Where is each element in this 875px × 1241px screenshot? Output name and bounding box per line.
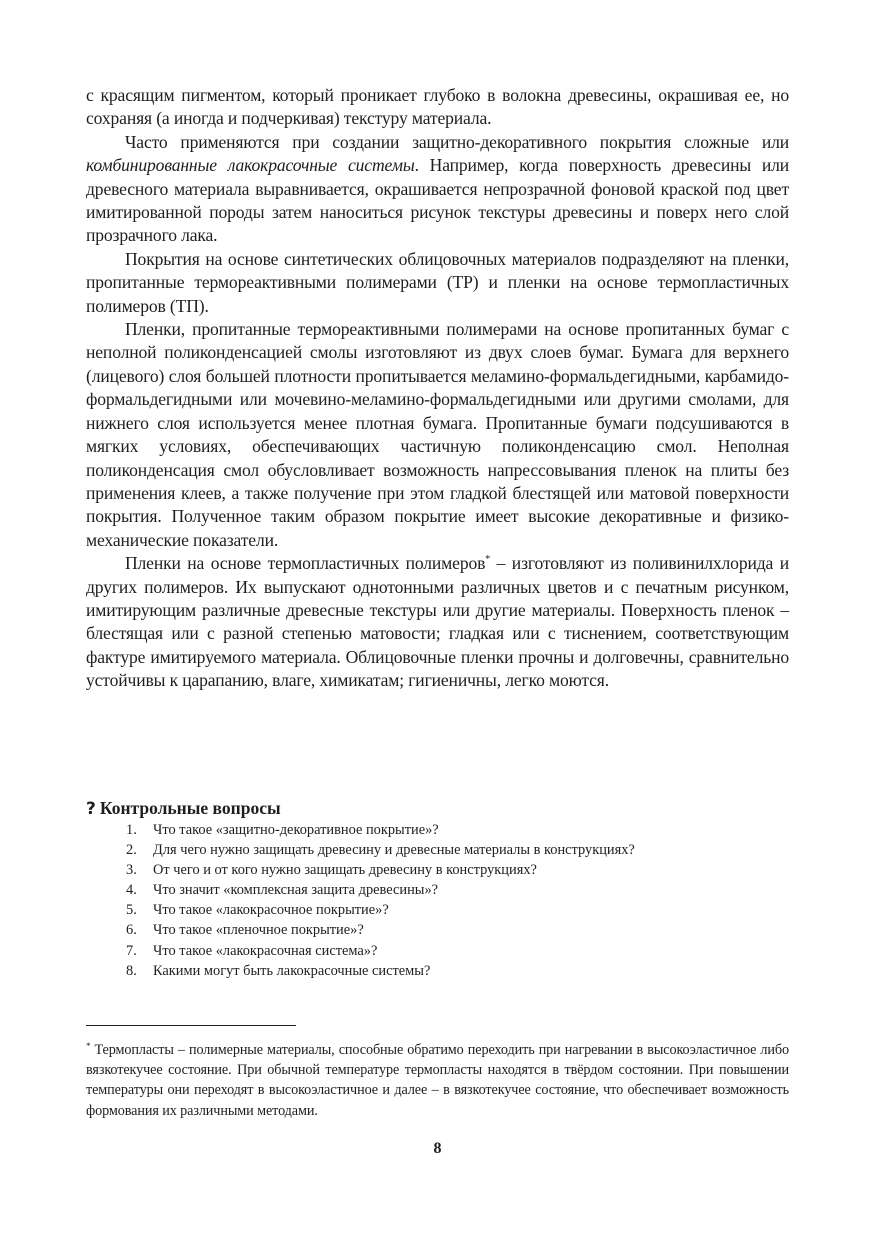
page-number: 8 — [433, 1140, 442, 1157]
paragraph-5-start: Пленки на основе термопластичных полимеров — [125, 553, 486, 574]
review-questions-section — [86, 797, 789, 981]
list-item-number: 1. — [126, 822, 137, 838]
list-item-text: Что такое «пленочное покрытие»? — [153, 922, 364, 939]
list-item-text: От чего и от кого нужно защищать древесину в конструкциях? — [153, 862, 537, 879]
paragraph-2 — [86, 131, 789, 248]
paragraph-3: Покрытия на основе синтетических облицовочных материалов подразделяют на пленки, пропитанные термореактивными полимерами (ТР) и пленки на основе термопластичных полимеров (ТП). — [86, 248, 789, 316]
list-item-text: Что такое «лакокрасочная система»? — [153, 942, 378, 959]
list-item-text: Для чего нужно защищать древесину и древесные материалы в конструкциях? — [153, 842, 635, 859]
list-item-text: Что такое «лакокрасочное покрытие»? — [153, 902, 389, 919]
paragraph-5 — [86, 552, 789, 692]
paragraph-2-start: Часто применяются при создании защитно-декоративного покрытия сложные или — [125, 131, 789, 152]
question-mark-icon: ? — [86, 799, 96, 819]
list-item-text: Что значит «комплексная защита древесины»? — [153, 882, 439, 899]
list-item-number: 8. — [126, 962, 137, 979]
questions-list — [86, 820, 789, 981]
paragraph-2-end: . Например, когда поверхность древесины или древесного материала выравнивается, окрашивается непрозрачной фоновой краской под цвет имитированной породы затем наноситься рисунок текстуры древесины и поверх него слой прозрачного лака. — [86, 155, 789, 246]
footnote-divider — [86, 1025, 296, 1026]
list-item — [126, 840, 789, 860]
list-item-number: 2. — [126, 842, 137, 859]
paragraph-5-end: – изготовляют из поливинилхлорида и других полимеров. Их выпускают однотонными различных цветов и с печатным рисунком, имитирующим различные древесные текстуры или другие материалы. Поверхность пленок – блестящая или с разной степенью матовости; гладкая или с тиснением, соответствующим фактуре имитируемого материала. Облицовочные пленки прочны и долговечны, сравнительно устойчивы к царапанию, влаге, химикатам; гигиеничны, легко моются. — [86, 553, 789, 691]
section-heading-title: Контрольные вопросы — [99, 798, 281, 818]
paragraph-2-emphasis: комбинированные лакокрасочные системы — [86, 155, 415, 176]
list-item — [126, 880, 789, 900]
list-item-text: Что такое «защитно-декоративное покрытие»? — [153, 822, 439, 838]
paragraph-4: Пленки, пропитанные термореактивными полимерами на основе пропитанных бумаг с неполной поликонденсацией смолы изготовляют из двух слоев бумаг. Бумага для верхнего (лицевого) слоя большей плотности пропитывается меламино-формальдегидными, карбамидо-формальдегидными или мочевино-меламино-формальдегидными или другими смолами, для нижнего слоя используется менее плотная бумага. Пропитанные бумаги подсушиваются в мягких условиях, обеспечивающих частичную поликонденсацию смол. Неполная поликонденсация смол обусловливает возможность напрессовывания пленок на плиты без применения клеев, а также получение при этом гладкой блестящей или матовой поверхности покрытия. Полученное таким образом покрытие имеет высокие декоративные и физико-механические показатели. — [86, 319, 789, 550]
list-item-number: 5. — [126, 902, 137, 919]
footnote-text: Термопласты – полимерные материалы, способные обратимо переходить при нагревании в высокоэластичное либо вязкотекучее состояние. При обычной температуре термопласты находятся в твёрдом состоянии. При повышении температуры они переходят в высокоэластичное и далее – в вязкотекучее состояние, что обеспечивает возможность формования их различными методами. — [86, 1042, 789, 1119]
list-item-number: 6. — [126, 922, 137, 939]
body-text — [86, 84, 789, 693]
list-item-number: 3. — [126, 862, 137, 879]
list-item — [126, 820, 789, 840]
list-item — [126, 900, 789, 920]
list-item — [126, 961, 789, 981]
list-item — [126, 941, 789, 961]
list-item-number: 7. — [126, 942, 137, 959]
paragraph-1: с красящим пигментом, который проникает глубоко в волокна древесины, окрашивая ее, но сохраняя (а иногда и подчеркивая) текстуру материала. — [86, 85, 789, 129]
list-item-number: 4. — [126, 882, 137, 899]
footnote — [86, 1040, 789, 1121]
list-item — [126, 920, 789, 940]
footnote-mark: * — [86, 1041, 91, 1051]
section-heading — [86, 797, 789, 820]
footnote-reference[interactable]: * — [485, 554, 491, 566]
list-item — [126, 860, 789, 880]
list-item-text: Какими могут быть лакокрасочные системы? — [153, 962, 431, 979]
